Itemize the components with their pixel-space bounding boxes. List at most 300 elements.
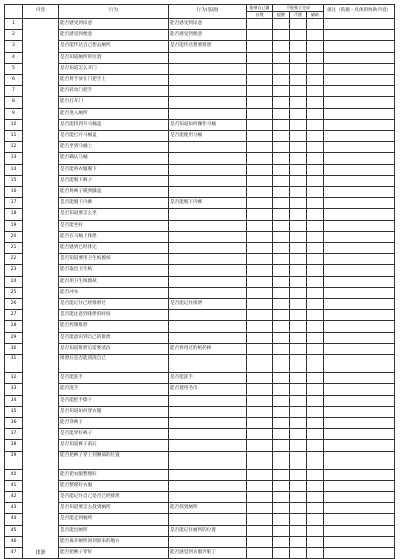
check-independent[interactable] <box>247 491 273 502</box>
check-prompt[interactable] <box>273 75 290 86</box>
check-help[interactable] <box>290 299 307 310</box>
remarks-cell[interactable] <box>324 440 395 451</box>
remarks-cell[interactable] <box>324 63 395 74</box>
check-assist[interactable] <box>307 384 324 395</box>
table-row <box>5 547 395 558</box>
check-assist[interactable] <box>307 131 324 142</box>
check-assist[interactable] <box>307 175 324 186</box>
check-help[interactable] <box>290 417 307 428</box>
check-help[interactable] <box>290 187 307 198</box>
check-independent[interactable] <box>247 440 273 451</box>
check-help[interactable] <box>290 97 307 108</box>
remarks-cell[interactable] <box>324 355 395 373</box>
check-independent[interactable] <box>247 265 273 276</box>
check-assist[interactable] <box>307 373 324 384</box>
check-help[interactable] <box>290 310 307 321</box>
check-independent[interactable] <box>247 469 273 480</box>
check-help[interactable] <box>290 209 307 220</box>
check-assist[interactable] <box>307 86 324 97</box>
check-prompt[interactable] <box>273 406 290 417</box>
remarks-cell[interactable] <box>324 343 395 354</box>
remarks-cell[interactable] <box>324 332 395 343</box>
check-help[interactable] <box>290 131 307 142</box>
check-independent[interactable] <box>247 480 273 491</box>
check-help[interactable] <box>290 480 307 491</box>
check-help[interactable] <box>290 75 307 86</box>
check-independent[interactable] <box>247 175 273 186</box>
check-prompt[interactable] <box>273 41 290 52</box>
check-independent[interactable] <box>247 142 273 153</box>
check-assist[interactable] <box>307 406 324 417</box>
table-row <box>5 480 395 491</box>
check-help[interactable] <box>290 153 307 164</box>
row-number: 23 <box>5 265 23 276</box>
check-help[interactable] <box>290 198 307 209</box>
check-assist[interactable] <box>307 417 324 428</box>
check-help[interactable] <box>290 30 307 41</box>
check-assist[interactable] <box>307 254 324 265</box>
remarks-cell[interactable] <box>324 153 395 164</box>
check-assist[interactable] <box>307 547 324 558</box>
check-prompt[interactable] <box>273 108 290 119</box>
check-prompt[interactable] <box>273 355 290 373</box>
table-row <box>5 525 395 536</box>
adl-checklist-sheet <box>4 4 394 559</box>
check-help[interactable] <box>290 86 307 97</box>
check-prompt[interactable] <box>273 321 290 332</box>
row-number: 37 <box>5 429 23 440</box>
remarks-cell[interactable] <box>324 276 395 287</box>
check-help[interactable] <box>290 343 307 354</box>
check-prompt[interactable] <box>273 209 290 220</box>
check-help[interactable] <box>290 373 307 384</box>
check-assist[interactable] <box>307 343 324 354</box>
check-prompt[interactable] <box>273 417 290 428</box>
check-prompt[interactable] <box>273 119 290 130</box>
check-help[interactable] <box>290 451 307 469</box>
check-help[interactable] <box>290 164 307 175</box>
action-basic-cell <box>169 310 247 321</box>
check-prompt[interactable] <box>273 187 290 198</box>
check-prompt[interactable] <box>273 30 290 41</box>
remarks-cell[interactable] <box>324 175 395 186</box>
check-independent[interactable] <box>247 287 273 298</box>
action-basic-cell <box>169 265 247 276</box>
remarks-cell[interactable] <box>324 220 395 231</box>
remarks-cell[interactable] <box>324 86 395 97</box>
row-number: 40 <box>5 469 23 480</box>
check-independent[interactable] <box>247 131 273 142</box>
row-number: 31 <box>5 355 23 373</box>
check-prompt[interactable] <box>273 276 290 287</box>
remarks-cell[interactable] <box>324 514 395 525</box>
check-help[interactable] <box>290 525 307 536</box>
check-independent[interactable] <box>247 243 273 254</box>
check-independent[interactable] <box>247 220 273 231</box>
check-assist[interactable] <box>307 198 324 209</box>
check-assist[interactable] <box>307 164 324 175</box>
remarks-cell[interactable] <box>324 373 395 384</box>
check-help[interactable] <box>290 384 307 395</box>
remarks-cell[interactable] <box>324 243 395 254</box>
check-independent[interactable] <box>247 63 273 74</box>
check-prompt[interactable] <box>273 175 290 186</box>
check-help[interactable] <box>290 503 307 514</box>
remarks-cell[interactable] <box>324 525 395 536</box>
check-prompt[interactable] <box>273 429 290 440</box>
action-basic-cell <box>169 451 247 469</box>
check-independent[interactable] <box>247 417 273 428</box>
check-independent[interactable] <box>247 41 273 52</box>
check-independent[interactable] <box>247 547 273 558</box>
check-help[interactable] <box>290 231 307 242</box>
table-row <box>5 469 395 480</box>
check-independent[interactable] <box>247 343 273 354</box>
action-basic-cell <box>169 231 247 242</box>
check-independent[interactable] <box>247 164 273 175</box>
check-help[interactable] <box>290 332 307 343</box>
check-assist[interactable] <box>307 19 324 30</box>
check-prompt[interactable] <box>273 503 290 514</box>
check-assist[interactable] <box>307 276 324 287</box>
action-basic-cell <box>169 142 247 153</box>
check-prompt[interactable] <box>273 243 290 254</box>
check-assist[interactable] <box>307 310 324 321</box>
check-independent[interactable] <box>247 321 273 332</box>
header-cannot: 不能独立完成 <box>273 5 324 12</box>
row-number: 9 <box>5 108 23 119</box>
check-prompt[interactable] <box>273 480 290 491</box>
action-cell: 能否离开厕所回到原来的地方 <box>59 536 169 547</box>
row-number: 6 <box>5 75 23 86</box>
check-prompt[interactable] <box>273 86 290 97</box>
action-basic-cell <box>169 469 247 480</box>
check-assist[interactable] <box>307 142 324 153</box>
action-cell: 能否将手放在门把手上 <box>59 75 169 86</box>
table-row <box>5 299 395 310</box>
remarks-cell[interactable] <box>324 231 395 242</box>
check-independent[interactable] <box>247 332 273 343</box>
action-cell: 能否感受到尿意 <box>59 19 169 30</box>
check-independent[interactable] <box>247 153 273 164</box>
check-independent[interactable] <box>247 187 273 198</box>
check-independent[interactable] <box>247 451 273 469</box>
remarks-cell[interactable] <box>324 131 395 142</box>
check-independent[interactable] <box>247 75 273 86</box>
remarks-cell[interactable] <box>324 19 395 30</box>
check-prompt[interactable] <box>273 395 290 406</box>
check-prompt[interactable] <box>273 332 290 343</box>
check-assist[interactable] <box>307 429 324 440</box>
check-independent[interactable] <box>247 19 273 30</box>
remarks-cell[interactable] <box>324 384 395 395</box>
remarks-cell[interactable] <box>324 254 395 265</box>
action-cell: 是否知道裤子前后 <box>59 440 169 451</box>
remarks-cell[interactable] <box>324 395 395 406</box>
check-help[interactable] <box>290 63 307 74</box>
check-prompt[interactable] <box>273 131 290 142</box>
check-help[interactable] <box>290 254 307 265</box>
action-cell: 是否能把手擦干 <box>59 395 169 406</box>
header-help: 代理 <box>290 12 307 19</box>
remarks-cell[interactable] <box>324 547 395 558</box>
check-independent[interactable] <box>247 231 273 242</box>
check-prompt[interactable] <box>273 52 290 63</box>
check-assist[interactable] <box>307 75 324 86</box>
checklist-table <box>4 4 395 559</box>
row-number: 43 <box>5 503 23 514</box>
remarks-cell[interactable] <box>324 198 395 209</box>
row-number: 7 <box>5 86 23 97</box>
check-assist[interactable] <box>307 287 324 298</box>
row-number: 28 <box>5 321 23 332</box>
header-action: 行为 <box>59 5 169 19</box>
check-prompt[interactable] <box>273 536 290 547</box>
table-row <box>5 276 395 287</box>
check-independent[interactable] <box>247 373 273 384</box>
check-help[interactable] <box>290 429 307 440</box>
row-number: 5 <box>5 63 23 74</box>
check-help[interactable] <box>290 119 307 130</box>
action-cell: 是否能注意到排泄的时间 <box>59 310 169 321</box>
check-prompt[interactable] <box>273 547 290 558</box>
check-help[interactable] <box>290 287 307 298</box>
check-prompt[interactable] <box>273 373 290 384</box>
remarks-cell[interactable] <box>324 417 395 428</box>
check-assist[interactable] <box>307 451 324 469</box>
check-assist[interactable] <box>307 321 324 332</box>
check-prompt[interactable] <box>273 142 290 153</box>
check-independent[interactable] <box>247 429 273 440</box>
check-assist[interactable] <box>307 395 324 406</box>
check-independent[interactable] <box>247 254 273 265</box>
table-row <box>5 503 395 514</box>
row-number: 15 <box>5 175 23 186</box>
check-assist[interactable] <box>307 514 324 525</box>
remarks-cell[interactable] <box>324 108 395 119</box>
check-independent[interactable] <box>247 52 273 63</box>
check-assist[interactable] <box>307 231 324 242</box>
check-assist[interactable] <box>307 108 324 119</box>
check-help[interactable] <box>290 41 307 52</box>
check-prompt[interactable] <box>273 97 290 108</box>
check-prompt[interactable] <box>273 265 290 276</box>
check-help[interactable] <box>290 108 307 119</box>
action-cell: 是否能意识到自己的排泄 <box>59 332 169 343</box>
action-cell: 能否在马桶上排泄 <box>59 231 169 242</box>
check-independent[interactable] <box>247 276 273 287</box>
action-cell: 是否能出厕所 <box>59 525 169 536</box>
row-number: 12 <box>5 142 23 153</box>
check-prompt[interactable] <box>273 254 290 265</box>
header-ability: 能够自己做 <box>247 5 273 12</box>
check-independent[interactable] <box>247 503 273 514</box>
check-assist[interactable] <box>307 243 324 254</box>
check-help[interactable] <box>290 175 307 186</box>
check-assist[interactable] <box>307 355 324 373</box>
check-independent[interactable] <box>247 108 273 119</box>
check-independent[interactable] <box>247 355 273 373</box>
action-cell: 能否进入厕所 <box>59 108 169 119</box>
remarks-cell[interactable] <box>324 142 395 153</box>
check-prompt[interactable] <box>273 299 290 310</box>
check-assist[interactable] <box>307 491 324 502</box>
check-prompt[interactable] <box>273 469 290 480</box>
check-prompt[interactable] <box>273 343 290 354</box>
check-prompt[interactable] <box>273 491 290 502</box>
action-basic-cell: 能否感受到尿意 <box>169 19 247 30</box>
remarks-cell[interactable] <box>324 187 395 198</box>
check-assist[interactable] <box>307 209 324 220</box>
check-assist[interactable] <box>307 41 324 52</box>
check-help[interactable] <box>290 547 307 558</box>
action-basic-cell: 是否能脱下内裤 <box>169 198 247 209</box>
check-prompt[interactable] <box>273 153 290 164</box>
check-assist[interactable] <box>307 525 324 536</box>
check-independent[interactable] <box>247 310 273 321</box>
check-help[interactable] <box>290 220 307 231</box>
check-help[interactable] <box>290 355 307 373</box>
table-row <box>5 429 395 440</box>
check-prompt[interactable] <box>273 164 290 175</box>
check-assist[interactable] <box>307 480 324 491</box>
check-assist[interactable] <box>307 536 324 547</box>
action-cell: 能否整理好衣服 <box>59 480 169 491</box>
remarks-cell[interactable] <box>324 52 395 63</box>
check-help[interactable] <box>290 536 307 547</box>
check-help[interactable] <box>290 142 307 153</box>
check-prompt[interactable] <box>273 19 290 30</box>
check-prompt[interactable] <box>273 525 290 536</box>
action-cell: 是否知道厕所的位置 <box>59 52 169 63</box>
check-assist[interactable] <box>307 63 324 74</box>
check-assist[interactable] <box>307 119 324 130</box>
check-assist[interactable] <box>307 220 324 231</box>
remarks-cell[interactable] <box>324 491 395 502</box>
check-independent[interactable] <box>247 97 273 108</box>
check-independent[interactable] <box>247 536 273 547</box>
check-prompt[interactable] <box>273 198 290 209</box>
remarks-cell[interactable] <box>324 310 395 321</box>
check-prompt[interactable] <box>273 231 290 242</box>
remarks-cell[interactable] <box>324 406 395 417</box>
remarks-cell[interactable] <box>324 321 395 332</box>
action-cell: 能否用卫生纸擦拭 <box>59 276 169 287</box>
row-number: 13 <box>5 153 23 164</box>
action-cell: 是否能走到厕所 <box>59 514 169 525</box>
check-assist[interactable] <box>307 97 324 108</box>
check-assist[interactable] <box>307 187 324 198</box>
check-prompt[interactable] <box>273 440 290 451</box>
remarks-cell[interactable] <box>324 503 395 514</box>
remarks-cell[interactable] <box>324 265 395 276</box>
check-assist[interactable] <box>307 265 324 276</box>
check-help[interactable] <box>290 265 307 276</box>
row-number: 30 <box>5 343 23 354</box>
table-row <box>5 63 395 74</box>
check-help[interactable] <box>290 406 307 417</box>
remarks-cell[interactable] <box>324 469 395 480</box>
row-number: 19 <box>5 220 23 231</box>
check-prompt[interactable] <box>273 220 290 231</box>
remarks-cell[interactable] <box>324 97 395 108</box>
action-basic-cell <box>169 164 247 175</box>
check-assist[interactable] <box>307 503 324 514</box>
check-assist[interactable] <box>307 469 324 480</box>
remarks-cell[interactable] <box>324 451 395 469</box>
action-basic-cell <box>169 406 247 417</box>
check-help[interactable] <box>290 52 307 63</box>
check-independent[interactable] <box>247 119 273 130</box>
remarks-cell[interactable] <box>324 30 395 41</box>
check-help[interactable] <box>290 243 307 254</box>
check-help[interactable] <box>290 395 307 406</box>
remarks-cell[interactable] <box>324 299 395 310</box>
check-prompt[interactable] <box>273 451 290 469</box>
check-help[interactable] <box>290 276 307 287</box>
check-assist[interactable] <box>307 52 324 63</box>
check-independent[interactable] <box>247 198 273 209</box>
row-number: 41 <box>5 480 23 491</box>
check-help[interactable] <box>290 469 307 480</box>
check-independent[interactable] <box>247 299 273 310</box>
table-row <box>5 355 395 373</box>
action-basic-cell <box>169 75 247 86</box>
content-category: 排泄 <box>23 19 59 559</box>
check-assist[interactable] <box>307 332 324 343</box>
check-assist[interactable] <box>307 440 324 451</box>
check-assist[interactable] <box>307 30 324 41</box>
remarks-cell[interactable] <box>324 209 395 220</box>
check-independent[interactable] <box>247 384 273 395</box>
action-cell: 能否确认马桶 <box>59 153 169 164</box>
remarks-cell[interactable] <box>324 41 395 52</box>
check-prompt[interactable] <box>273 514 290 525</box>
action-basic-cell <box>169 429 247 440</box>
check-independent[interactable] <box>247 514 273 525</box>
check-help[interactable] <box>290 440 307 451</box>
check-independent[interactable] <box>247 406 273 417</box>
check-prompt[interactable] <box>273 63 290 74</box>
check-independent[interactable] <box>247 395 273 406</box>
remarks-cell[interactable] <box>324 480 395 491</box>
check-assist[interactable] <box>307 299 324 310</box>
action-basic-cell: 是否能记住厕所的位置 <box>169 525 247 536</box>
check-help[interactable] <box>290 321 307 332</box>
check-independent[interactable] <box>247 30 273 41</box>
check-help[interactable] <box>290 514 307 525</box>
remarks-cell[interactable] <box>324 287 395 298</box>
check-prompt[interactable] <box>273 287 290 298</box>
remarks-cell[interactable] <box>324 429 395 440</box>
remarks-cell[interactable] <box>324 119 395 130</box>
check-independent[interactable] <box>247 209 273 220</box>
remarks-cell[interactable] <box>324 536 395 547</box>
row-number: 16 <box>5 187 23 198</box>
remarks-cell[interactable] <box>324 164 395 175</box>
check-independent[interactable] <box>247 86 273 97</box>
table-row <box>5 287 395 298</box>
check-help[interactable] <box>290 19 307 30</box>
remarks-cell[interactable] <box>324 75 395 86</box>
check-prompt[interactable] <box>273 310 290 321</box>
action-cell: 是否能打开马桶盖 <box>59 131 169 142</box>
check-help[interactable] <box>290 491 307 502</box>
check-assist[interactable] <box>307 153 324 164</box>
check-prompt[interactable] <box>273 384 290 395</box>
check-independent[interactable] <box>247 525 273 536</box>
action-cell: 是否知道要怎么坐 <box>59 209 169 220</box>
